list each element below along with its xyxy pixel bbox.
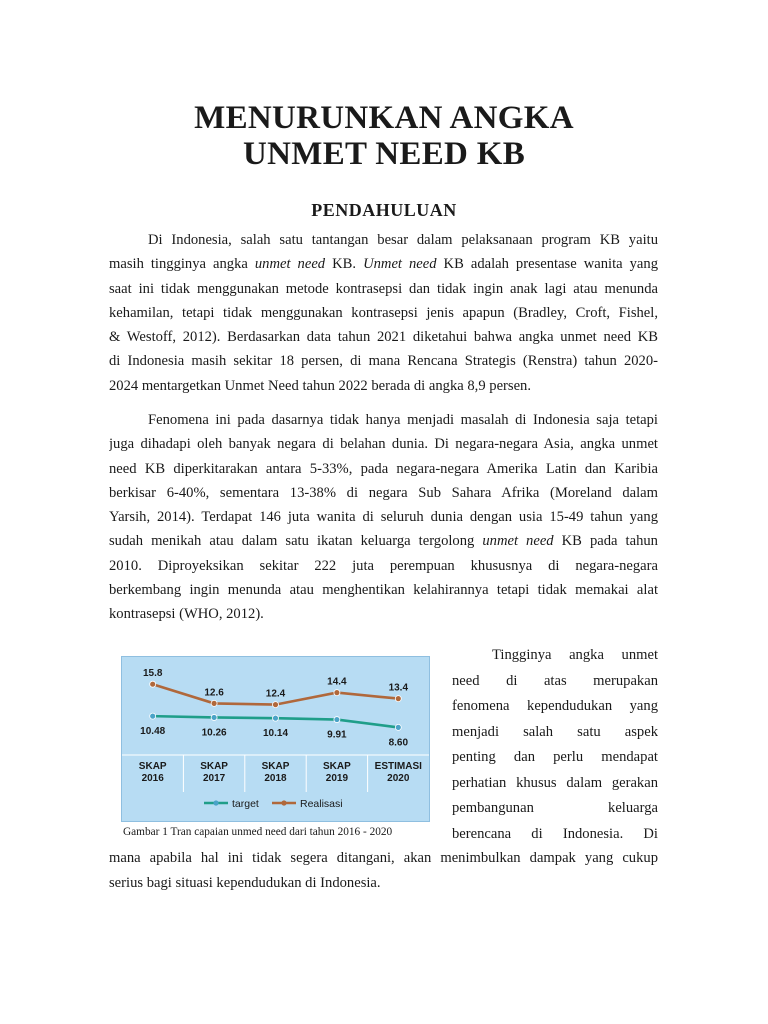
data-label-target: 8.60	[388, 737, 409, 749]
paragraph1-line: di Indonesia masih sekitar 18 persen, di mana Rencana Strategis (Renstra) tahun 2020-	[109, 353, 658, 370]
legend-marker-target	[213, 800, 218, 805]
paragraph3_right-line: pembangunan keluarga	[452, 800, 658, 816]
paragraph2-line: Fenomena ini pada dasarnya tidak hanya menjadi masalah di Indonesia saja tetapi	[148, 412, 658, 428]
paragraph-global-context	[109, 408, 658, 627]
legend-marker-realisasi	[281, 800, 286, 805]
paragraph2-line: sudah menikah atau dalam satu ikatan keluarga tergolong unmet need KB pada tahun	[109, 533, 658, 550]
paragraph1-line: kehamilan, tetapi tidak menggunakan kontrasepsi jenis apapun (Bradley, Croft, Fishel,	[109, 304, 658, 321]
data-label-realisasi: 13.4	[388, 682, 409, 694]
paragraph3_right-line: need di atas merupakan	[452, 672, 658, 689]
chart-svg	[122, 657, 429, 821]
paragraph2-line: 2010. Diproyeksikan sekitar 222 juta perempuan khususnya di negara-negara	[109, 557, 658, 574]
paragraph3_bottom-line: serius bagi situasi kependudukan di Indonesia.	[109, 875, 381, 891]
data-label-target: 10.48	[140, 726, 166, 738]
data-point-realisasi	[150, 681, 156, 687]
data-label-realisasi: 12.4	[265, 688, 286, 700]
legend-label-realisasi: Realisasi	[300, 798, 343, 810]
title-line-1: MENURUNKAN ANGKA	[194, 100, 574, 136]
document-title	[0, 100, 768, 172]
paragraph3_right-line: penting dan perlu mendapat	[452, 749, 658, 765]
paragraph-introduction	[109, 228, 658, 398]
paragraph-continuation	[109, 846, 658, 896]
paragraph2-line: Yarsih, 2014). Terdapat 146 juta wanita di seluruh dunia dengan usia 15-49 tahun yang	[109, 509, 658, 526]
paragraph-right-column	[452, 643, 658, 847]
data-point-realisasi	[395, 696, 401, 702]
paragraph2-line: need KB diperkitarakan antara 5-33%, pada negara-negara Amerika Latin dan Karibia	[109, 460, 658, 477]
data-label-realisasi: 12.6	[204, 687, 224, 699]
paragraph2-line: berkembang ingin menunda atau menghentikan kelahirannya tetapi tidak memakai alat	[109, 582, 658, 599]
data-point-realisasi	[211, 700, 217, 706]
figure-caption: Gambar 1 Tran capaian unmed need dari tahun 2016 - 2020	[123, 826, 393, 838]
data-label-target: 10.14	[262, 728, 289, 740]
title-line-2: UNMET NEED KB	[243, 136, 525, 172]
paragraph1-line: 2024 mentargetkan Unmet Need tahun 2022 berada di angka 8,9 persen.	[109, 377, 532, 394]
paragraph2-line: juga dihadapi oleh banyak negara di belahan dunia. Di negara-negara Asia, angka unmet	[109, 436, 658, 453]
data-point-realisasi	[334, 690, 340, 696]
paragraph3_bottom-line: mana apabila hal ini tidak segera ditangani, akan menimbulkan dampak yang cukup	[109, 850, 658, 866]
data-label-realisasi: 15.8	[142, 668, 163, 680]
paragraph1-line: masih tingginya angka unmet need KB. Unmet need KB adalah presentase wanita yang	[109, 256, 658, 273]
paragraph3_right-line: berencana di Indonesia. Di	[452, 825, 658, 842]
paragraph1-line: & Westoff, 2012). Berdasarkan data tahun 2021 diketahui bahwa angka unmet need KB	[109, 329, 658, 346]
category-label: SKAP 2019	[323, 761, 351, 784]
paragraph2-line: kontrasepsi (WHO, 2012).	[109, 606, 264, 623]
data-label-realisasi: 14.4	[327, 676, 347, 688]
paragraph1-line: Di Indonesia, salah satu tantangan besar dalam pelaksanaan program KB yaitu	[148, 232, 658, 248]
paragraph1-line: saat ini tidak menggunakan metode kontrasepsi dan tidak ingin anak lagi atau menunda	[109, 280, 658, 297]
paragraph3_right-line: Tingginya angka unmet	[492, 647, 658, 663]
data-point-target	[334, 717, 340, 723]
data-label-target: 9.91	[327, 729, 347, 741]
data-point-realisasi	[273, 702, 279, 708]
legend-label-target: target	[232, 798, 259, 810]
data-point-target	[211, 714, 217, 720]
data-label-target: 10.26	[201, 727, 227, 739]
paragraph3_right-line: perhatian khusus dalam gerakan	[452, 774, 658, 791]
section-heading: PENDAHULUAN	[311, 200, 457, 220]
data-point-target	[273, 715, 279, 721]
category-label: SKAP 2018	[261, 761, 290, 784]
data-point-target	[395, 724, 401, 730]
category-label: ESTIMASI 2020	[374, 761, 422, 784]
paragraph2-line: berkisar 6-40%, sementara 13-38% di negara Sub Sahara Afrika (Moreland dalam	[109, 484, 658, 501]
category-label: SKAP 2016	[138, 761, 167, 784]
data-point-target	[150, 713, 156, 719]
paragraph3_right-line: menjadi salah satu aspek	[452, 723, 658, 740]
paragraph3_right-line: fenomena kependudukan yang	[452, 698, 658, 714]
category-label: SKAP 2017	[200, 761, 228, 784]
unmet-need-chart	[121, 656, 430, 822]
